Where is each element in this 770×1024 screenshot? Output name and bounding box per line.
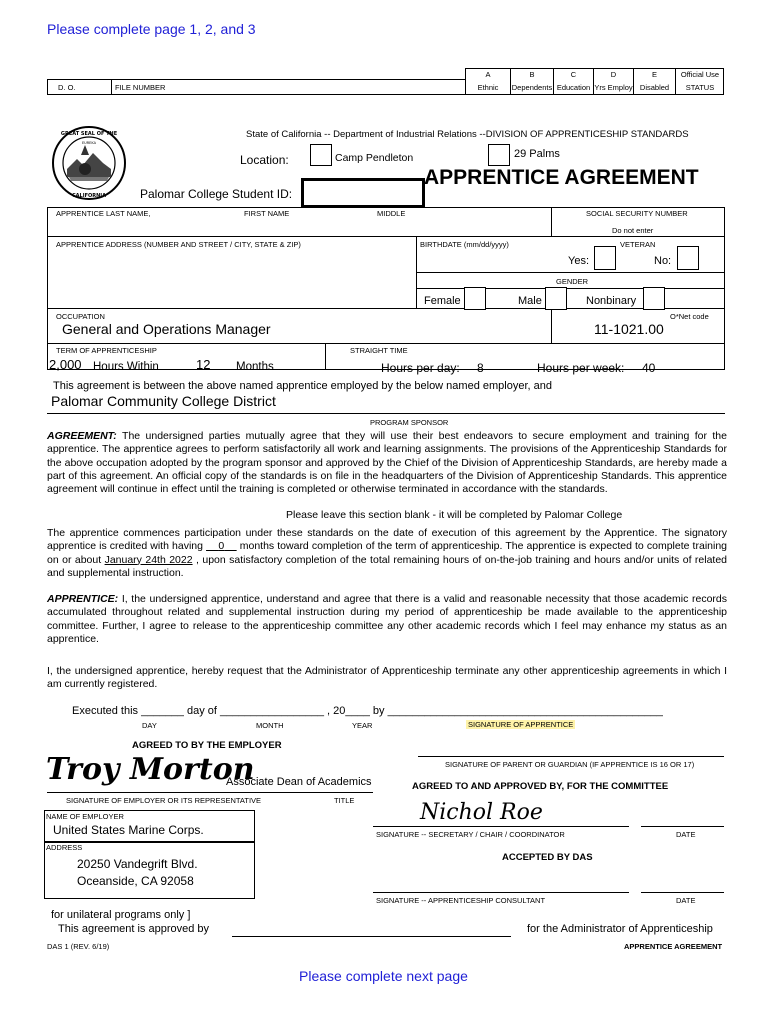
form-code: DAS 1 (REV. 6/19) [47,942,110,951]
location-29-palms-checkbox[interactable] [488,144,510,166]
parent-signature-label: SIGNATURE OF PARENT OR GUARDIAN (IF APPRENTICE IS 16 OR 17) [445,760,695,769]
employer-signature[interactable]: Troy Morton [46,752,255,787]
col-disabled: Disabled [639,83,670,92]
committee-date-label: DATE [676,830,696,839]
secretary-signature-label: SIGNATURE -- SECRETARY / CHAIR / COORDINATOR [376,830,565,839]
col-yrs-employ: Yrs Employ [594,83,633,92]
onet-code-label: O*Net code [670,312,709,321]
occupation-value[interactable]: General and Operations Manager [62,321,271,337]
credited-months-value[interactable]: 0 [218,540,225,553]
instruction-bottom: Please complete next page [299,968,468,984]
commence-text-3: , upon satisfactory completion of the total remaining hours of on-the-job training and hours and/or units of related and supplemental instruction. [47,553,728,579]
months-label: Months [236,361,274,373]
gender-male-checkbox[interactable] [545,287,567,310]
address-label: APPRENTICE ADDRESS (NUMBER AND STREET / CITY, STATE & ZIP) [56,240,301,249]
employer-address-line2: Oceanside, CA 92058 [77,874,194,888]
hours-per-week-label: Hours per week: [537,361,625,375]
last-name-label: APPRENTICE LAST NAME, [56,209,151,218]
col-dependents: Dependents [511,83,553,92]
employer-name-value: United States Marine Corps. [53,823,204,837]
apprentice-paragraph [47,593,727,646]
for-administrator-label: for the Administrator of Apprenticeship [527,923,713,935]
gender-female-checkbox[interactable] [464,287,486,310]
occupation-label: OCCUPATION [56,312,105,321]
official-use-label: Official Use [680,70,720,79]
apprentice-signature-label: SIGNATURE OF APPRENTICE [468,720,574,729]
executed-line[interactable]: Executed this _______ day of _________________ , 20____ by _____________________________________________ [72,705,663,717]
committee-signature[interactable]: Nichol Roe [420,800,543,825]
birthdate-label: BIRTHDATE (mm/dd/yyyy) [420,240,509,249]
gender-label: GENDER [556,277,589,286]
col-education: Education [556,83,591,92]
state-seal-logo [51,125,127,201]
gender-female-label: Female [424,295,461,307]
veteran-no-checkbox[interactable] [677,246,699,270]
executed-month-label: MONTH [256,721,284,730]
file-number-label: FILE NUMBER [115,83,166,92]
col-letter-c: C [570,70,577,79]
agreement-paragraph [47,430,727,496]
veteran-yes-label: Yes: [568,255,590,267]
svg-text:CALIFORNIA: CALIFORNIA [71,193,107,199]
instruction-top: Please complete page 1, 2, and 3 [47,21,256,37]
veteran-yes-checkbox[interactable] [594,246,616,270]
dept-line: State of California -- Department of Industrial Relations --DIVISION OF APPRENTICESHIP STANDARDS [246,129,689,140]
program-sponsor-value[interactable]: Palomar Community College District [51,393,276,409]
employer-address-line1: 20250 Vandegrift Blvd. [77,857,198,871]
col-letter-e: E [651,70,657,79]
location-option-29-palms: 29 Palms [514,148,560,160]
location-camp-pendleton-checkbox[interactable] [310,144,332,166]
do-label: D. O. [58,83,76,92]
employer-address-label: ADDRESS [46,843,83,852]
term-hours-value[interactable]: 2,000 [49,357,82,372]
unilateral-note: for unilateral programs only ] [51,909,191,921]
col-ethnic: Ethnic [477,83,499,92]
gender-male-label: Male [518,295,542,307]
svg-text:EUREKA: EUREKA [81,141,97,145]
hours-per-week-value[interactable]: 40 [642,361,656,375]
approved-by-label: This agreement is approved by [58,923,210,935]
straight-time-label: STRAIGHT TIME [350,346,408,355]
apprentice-text: I, the undersigned apprentice, understand and agree that there is a valid and reasonable necessity that those academic records accumulated throughout related and supplemental instruction during my period of apprenticeship be made available to the apprenticeship committee. Further, I agree to release to the apprenticeship committee any other academic records which I feel may enhance my status as an apprentice. [47,593,727,645]
terminate-paragraph: I, the undersigned apprentice, hereby request that the Administrator of Apprenticeship terminate any other apprenticeship agreements in which I am currently registered. [47,665,727,691]
form-title: APPRENTICE AGREEMENT [424,166,699,189]
agreed-by-employer-label: AGREED TO BY THE EMPLOYER [132,740,282,751]
col-letter-b: B [529,70,535,79]
commencement-paragraph [47,527,727,580]
commence-text-1: The apprentice commences participation under these standards on the date of execution of this agreement by the Apprentice. The signatory apprentice is credited with having [47,527,727,553]
veteran-label: VETERAN [620,240,656,249]
svg-text:GREAT SEAL OF THE: GREAT SEAL OF THE [60,131,118,137]
consultant-signature-label: SIGNATURE -- APPRENTICESHIP CONSULTANT [376,896,546,905]
completion-date-value[interactable]: January 24th 2022 [104,553,193,566]
agreement-text: The undersigned parties mutually agree that they will use their best endeavors to secure employment and training for the apprentice. The apprentice agrees to perform satisfactorily all work and learning assignments. The provisions of the Apprenticeship Standards for the above occupation adopted by the program sponsor and approved by the Chief of the Division of Apprenticeship Standards, are hereby made a part of this agreement. An official copy of the standards is on file in the headquarters of the Division of Apprenticeship Standards. This apprentice agreement will continue in effect until the training is completed or otherwise terminated in accordance with the standards. [47,430,727,496]
ssn-label: SOCIAL SECURITY NUMBER [586,209,688,218]
location-option-camp-pendleton: Camp Pendleton [335,152,414,164]
program-sponsor-label: PROGRAM SPONSOR [370,418,449,427]
consultant-date-label: DATE [676,896,696,905]
executed-year-label: YEAR [352,721,373,730]
committee-approved-label: AGREED TO AND APPROVED BY, FOR THE COMMITTEE [412,781,669,792]
onet-code-value[interactable]: 11-1021.00 [594,321,664,337]
employer-signature-label: SIGNATURE OF EMPLOYER OR ITS REPRESENTATIVE [66,796,262,805]
student-id-label: Palomar College Student ID: [140,187,293,201]
employer-intro: This agreement is between the above named apprentice employed by the below named employer, and [53,380,552,392]
location-label: Location: [240,153,289,167]
accepted-by-das-label: ACCEPTED BY DAS [502,852,593,863]
term-label: TERM OF APPRENTICESHIP [56,346,157,355]
term-months-value[interactable]: 12 [196,357,211,372]
apprentice-heading: APPRENTICE: [47,593,119,605]
form-name: APPRENTICE AGREEMENT [624,942,723,951]
gender-nonbinary-checkbox[interactable] [643,287,665,310]
commence-text-2: months toward completion of the term of apprenticeship. The apprentice is expected to complete training on or about [47,540,727,566]
col-letter-a: A [485,70,491,79]
student-id-input[interactable] [301,178,425,208]
veteran-no-label: No: [654,255,672,267]
gender-nonbinary-label: Nonbinary [586,295,637,307]
col-letter-d: D [610,70,617,79]
agreement-heading: AGREEMENT: [47,430,117,442]
executed-day-label: DAY [142,721,157,730]
hours-within-label: Hours Within [93,361,159,373]
middle-label: MIDDLE [377,209,406,218]
blank-note: Please leave this section blank - it will be completed by Palomar College [286,509,623,521]
first-name-label: FIRST NAME [244,209,290,218]
status-label: STATUS [685,83,715,92]
employer-title-value[interactable]: Associate Dean of Academics [226,776,372,788]
ssn-note: Do not enter [612,226,654,235]
hours-per-day-label: Hours per day: [381,361,460,375]
employer-name-label: NAME OF EMPLOYER [46,812,124,821]
hours-per-day-value[interactable]: 8 [477,361,484,375]
employer-title-label: TITLE [334,796,355,805]
